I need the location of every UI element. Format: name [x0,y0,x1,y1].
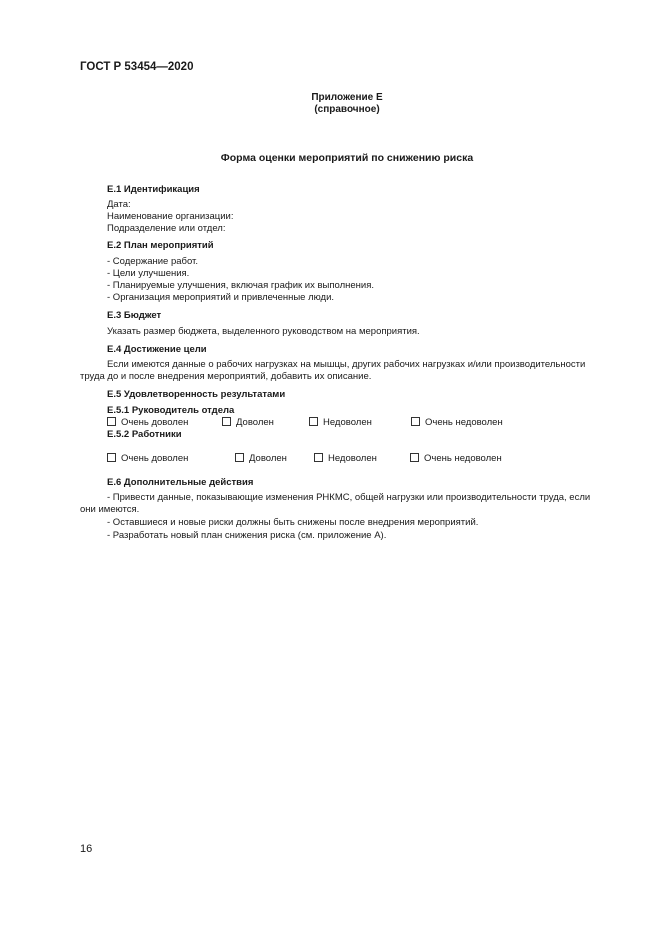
workers-very-satisfied-checkbox[interactable] [107,453,188,464]
plan-item: - Организация мероприятий и привлеченные люди. [107,292,335,303]
organization-field-label: Наименование организации: [107,211,234,222]
checkbox-icon [235,453,244,462]
manager-dissatisfied-checkbox[interactable] [309,417,372,428]
workers-very-dissatisfied-checkbox[interactable] [410,453,502,464]
section-e5-heading: Е.5 Удовлетворенность результатами [107,389,286,400]
option-label: Очень доволен [121,417,189,428]
manager-satisfied-checkbox[interactable] [222,417,274,428]
workers-satisfied-checkbox[interactable] [235,453,287,464]
action-text-line: - Разработать новый план снижения риска (см. приложение А). [107,530,387,541]
section-e52-heading: Е.5.2 Работники [107,429,182,440]
option-label: Доволен [249,453,287,464]
action-text-line: - Оставшиеся и новые риски должны быть снижены после внедрения мероприятий. [107,517,479,528]
appendix-title: Приложение Е [311,92,383,103]
manager-very-satisfied-checkbox[interactable] [107,417,188,428]
form-title: Форма оценки мероприятий по снижению риска [220,152,474,164]
workers-dissatisfied-checkbox[interactable] [314,453,377,464]
section-e2-heading: Е.2 План мероприятий [107,240,214,251]
option-label: Недоволен [323,417,372,428]
goal-text-line: труда до и после внедрения мероприятий, добавить их описание. [80,371,372,382]
section-e3-heading: Е.3 Бюджет [107,310,162,321]
budget-text: Указать размер бюджета, выделенного руководством на мероприятия. [107,326,420,337]
standard-number: ГОСТ Р 53454—2020 [80,61,194,73]
action-text-line: они имеются. [80,504,140,515]
checkbox-icon [314,453,323,462]
section-e4-heading: Е.4 Достижение цели [107,344,207,355]
checkbox-icon [410,453,419,462]
appendix-type: (справочное) [314,104,380,115]
option-label: Очень недоволен [425,417,503,428]
option-label: Очень доволен [121,453,189,464]
goal-text-line: Если имеются данные о рабочих нагрузках на мышцы, других рабочих нагрузках и/или производительности [107,359,586,370]
checkbox-icon [309,417,318,426]
action-text-line: - Привести данные, показывающие изменения РНКМС, общей нагрузки или производительности труда, если [107,492,591,503]
checkbox-icon [222,417,231,426]
section-e1-heading: Е.1 Идентификация [107,184,200,195]
checkbox-icon [107,417,116,426]
manager-very-dissatisfied-checkbox[interactable] [411,417,503,428]
plan-item: - Цели улучшения. [107,268,190,279]
plan-item: - Планируемые улучшения, включая график их выполнения. [107,280,374,291]
department-field-label: Подразделение или отдел: [107,223,226,234]
checkbox-icon [107,453,116,462]
option-label: Очень недоволен [424,453,502,464]
section-e6-heading: Е.6 Дополнительные действия [107,477,254,488]
page-number: 16 [80,843,93,855]
option-label: Доволен [236,417,274,428]
section-e51-heading: Е.5.1 Руководитель отдела [107,405,235,416]
checkbox-icon [411,417,420,426]
date-field-label: Дата: [107,199,131,210]
plan-item: - Содержание работ. [107,256,198,267]
option-label: Недоволен [328,453,377,464]
